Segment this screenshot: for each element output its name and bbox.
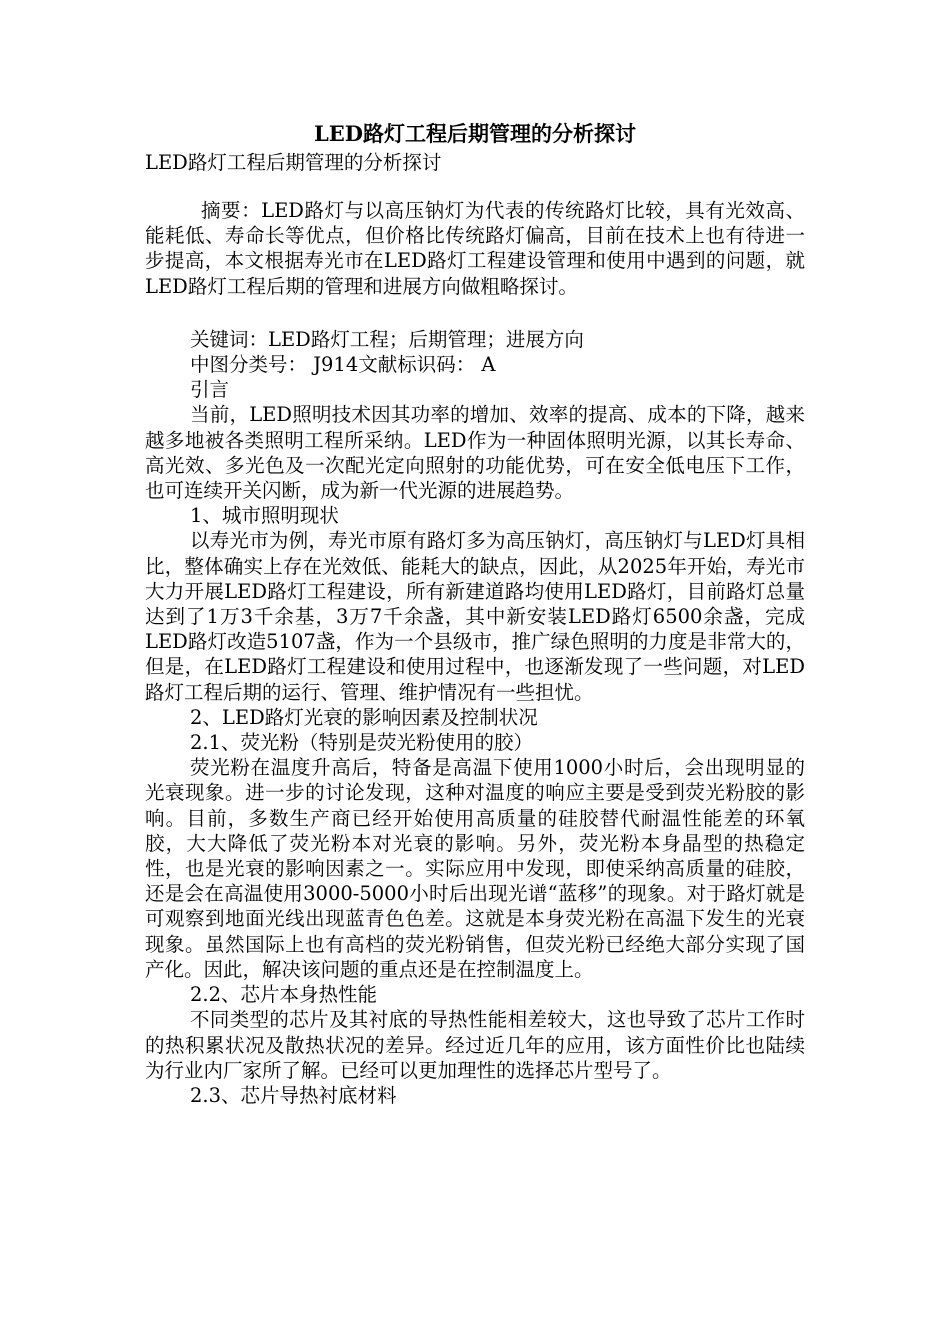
- section2-1-paragraph: 荧光粉在温度升高后，特备是高温下使用1000小时后，会出现明显的光衰现象。进一步的讨论发现，这种对温度的响应主要是受到荧光粉胶的影响。目前，多数生产商已经开始使用高质量的硅胶替代耐温性能差的环氧胶，大大降低了荧光粉本对光衰的影响。另外，荧光粉本身晶型的热稳定性，也是光衰的影响因素之一。实际应用中发现，即使采纳高质量的硅胶，还是会在高温使用3000-5000小时后出现光谱“蓝移”的现象。对于路灯就是可观察到地面光线出现蓝青色色差。这就是本身荧光粉在高温下发生的光衰现象。虽然国际上也有高档的荧光粉销售，但荧光粉已经绝大部分实现了国产化。因此，解决该问题的重点还是在控制温度上。: [145, 756, 805, 981]
- intro-paragraph: 当前，LED照明技术因其功率的增加、效率的提高、成本的下降，越来越多地被各类照明工程所采纳。LED作为一种固体照明光源，以其长寿命、高光效、多光色及一次配光定向照射的功能优势，可在安全低电压下工作，也可连续开关闪断，成为新一代光源的进展趋势。: [145, 403, 805, 503]
- section1-heading: 1、城市照明现状: [190, 504, 339, 528]
- document-subtitle: LED路灯工程后期管理的分析探讨: [145, 151, 442, 174]
- section1-paragraph: 以寿光市为例，寿光市原有路灯多为高压钠灯，高压钠灯与LED灯具相比，整体确实上存在光效低、能耗大的缺点，因此，从2025年开始，寿光市大力开展LED路灯工程建设，所有新建道路均使用LED路灯，目前路灯总量达到了1万3千余基，3万7千余盏，其中新安装LED路灯6500余盏，完成LED路灯改造5107盏，作为一个县级市，推广绿色照明的力度是非常大的，但是，在LED路灯工程建设和使用过程中，也逐渐发现了一些问题，对LED路灯工程后期的运行、管理、维护情况有一些担忧。: [145, 529, 805, 704]
- section2-2-paragraph: 不同类型的芯片及其衬底的导热性能相差较大，这也导致了芯片工作时的热积累状况及散热状况的差异。经过近几年的应用，该方面性价比也陆续为行业内厂家所了解。已经可以更加理性的选择芯片型号了。: [145, 1008, 805, 1082]
- section2-heading: 2、LED路灯光衰的影响因素及控制状况: [190, 705, 538, 729]
- intro-heading: 引言: [190, 378, 230, 402]
- document-title: LED路灯工程后期管理的分析探讨: [314, 121, 636, 146]
- classification-line: 中图分类号： J914文献标识码： A: [190, 353, 496, 377]
- section2-1-heading: 2.1、荧光粉（特别是荧光粉使用的胶）: [190, 731, 534, 755]
- section2-3-heading: 2.3、芯片导热衬底材料: [190, 1083, 397, 1107]
- keywords-line: 关键词：LED路灯工程；后期管理；进展方向: [190, 327, 584, 351]
- section2-2-heading: 2.2、芯片本身热性能: [190, 983, 378, 1007]
- document-page: [145, 120, 805, 1108]
- abstract-paragraph: 摘要：LED路灯与以高压钠灯为代表的传统路灯比较，具有光效高、能耗低、寿命长等优点，但价格比传统路灯偏高，目前在技术上也有待进一步提高，本文根据寿光市在LED路灯工程建设管理和使用中遇到的问题，就LED路灯工程后期的管理和进展方向做粗略探讨。: [145, 199, 805, 298]
- body-block: [145, 327, 805, 1108]
